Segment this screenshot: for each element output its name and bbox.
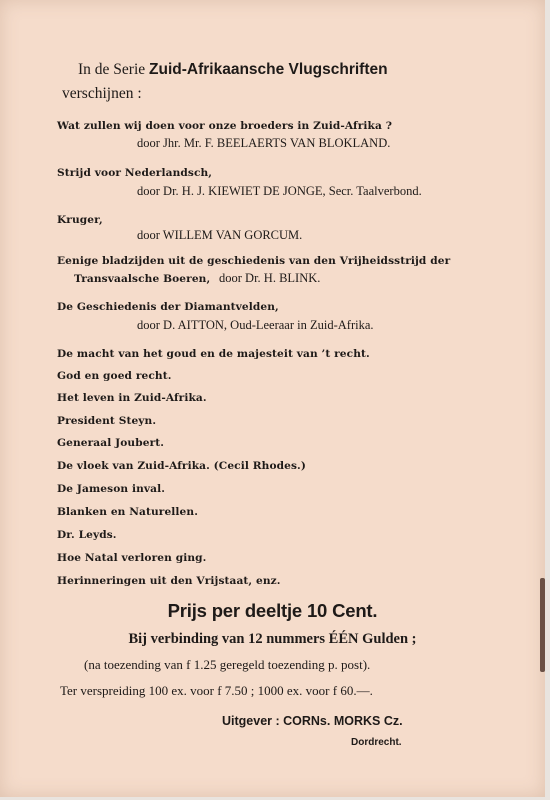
price-line: Prijs per deeltje 10 Cent. (167, 600, 378, 621)
entry-title: Eenige bladzijden uit de geschiedenis van den Vrijheidsstrijd der (57, 255, 451, 267)
entry-title: President Steyn. (57, 415, 157, 427)
series-name: Zuid-Afrikaansche Vlugschriften (149, 61, 388, 78)
entry-title: De Jameson inval. (57, 483, 166, 495)
entry-title: Dr. Leyds. (57, 529, 117, 541)
entry-title: De Geschiedenis der Diamantvelden, (57, 301, 279, 313)
entry-author: door Dr. H. J. KIEWIET DE JONGE, Secr. Taalverbond. (137, 184, 422, 198)
entry-title: Herinneringen uit den Vrijstaat, enz. (57, 575, 281, 587)
entry-title: Wat zullen wij doen voor onze broeders in Zuid-Afrika ? (57, 120, 393, 132)
entry-title: Strijd voor Nederlandsch, (57, 167, 213, 179)
binding-mark (540, 578, 545, 672)
bundle-price-line: Bij verbinding van 12 nummers ÉÉN Gulden ; (128, 631, 417, 647)
entry-author: door Jhr. Mr. F. BEELAERTS VAN BLOKLAND. (137, 136, 391, 150)
entry-title: Generaal Joubert. (57, 437, 165, 449)
entry-author: door D. AITTON, Oud-Leeraar in Zuid-Afrika. (137, 318, 374, 332)
entry-title-continued: Transvaalsche Boeren, (74, 273, 211, 285)
publisher-city: Dordrecht. (351, 737, 402, 748)
postage-line: (na toezending van f 1.25 geregeld toezending p. post). (84, 657, 371, 672)
entry-title: De macht van het goud en de majesteit van ’t recht. (57, 348, 370, 360)
entry-author: door Dr. H. BLINK. (219, 271, 321, 285)
intro-prefix: In de Serie (78, 61, 146, 78)
entry-title: God en goed recht. (57, 370, 172, 382)
entry-title: Blanken en Naturellen. (57, 506, 198, 518)
entry-author: door WILLEM VAN GORCUM. (137, 228, 303, 242)
entry-title: Hoe Natal verloren ging. (57, 552, 207, 564)
publisher-line: Uitgever : CORNs. MORKS Cz. (222, 714, 403, 728)
entry-title: Het leven in Zuid-Afrika. (57, 392, 207, 404)
intro-line-2: verschijnen : (62, 85, 142, 102)
entry-title: Kruger, (57, 214, 103, 226)
intro-line-1 (78, 58, 388, 81)
entry-title: De vloek van Zuid-Afrika. (Cecil Rhodes.) (57, 460, 306, 472)
distribution-line: Ter verspreiding 100 ex. voor f 7.50 ; 1000 ex. voor f 60.—. (60, 683, 373, 698)
